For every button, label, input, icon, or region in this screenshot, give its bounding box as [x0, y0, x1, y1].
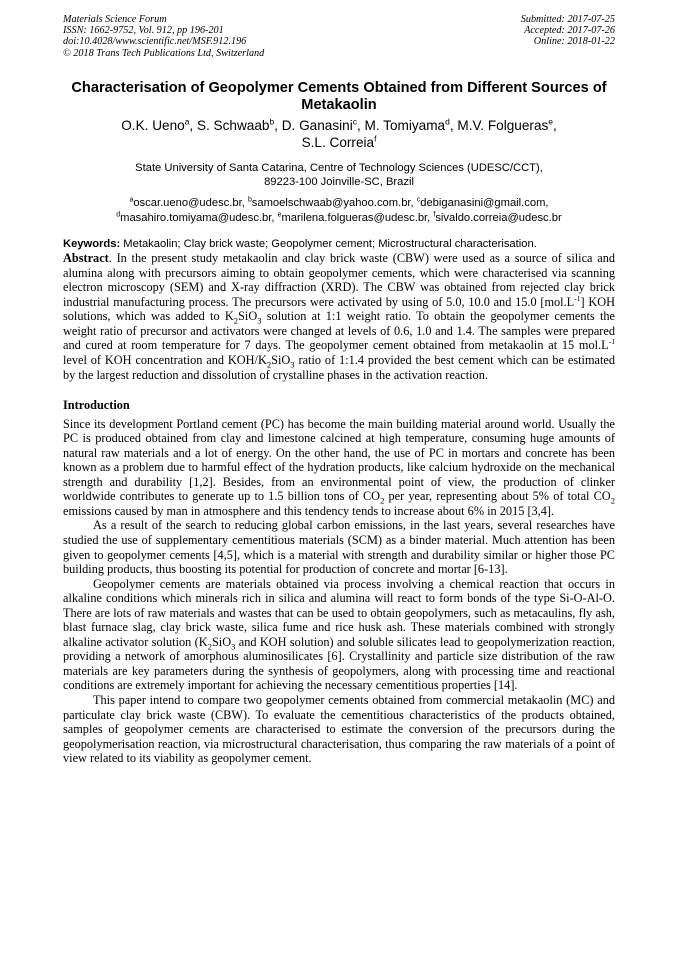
email-c[interactable]: debiganasini@gmail.com	[420, 197, 546, 209]
paper-title: Characterisation of Geopolymer Cements Obtained from Different Sources of Metakaolin	[71, 79, 607, 113]
author-6: S.L. Correia$^f$	[301, 133, 377, 150]
introduction-heading: Introduction	[63, 398, 130, 413]
journal-name: Materials Science Forum	[63, 14, 167, 25]
author-1: O.K. Ueno$^a$,	[121, 116, 197, 133]
affiliation-line-2: 89223-100 Joinville-SC, Brazil	[264, 176, 414, 189]
abstract-label: Abstract	[63, 251, 109, 266]
journal-issn: ISSN: 1662-9752, Vol. 912, pp 196-201	[63, 25, 224, 37]
email-d[interactable]: masahiro.tomiyama@udesc.br	[120, 211, 272, 224]
author-3: D. Ganasini$^c$,	[281, 116, 365, 133]
intro-paragraph-3: Geopolymer cements are materials obtained via process involving a chemical reaction that occurs in alkaline conditions which minerals rich in silica and alumina will react to form bonds of the type Si-O-Al-O. There are lots of raw materials and wastes that can be used to obtain geopolymers, such as metacaulins, fly ash, blast furnace slag, clay brick waste, silica fume and rice husk ash. These materials combined with strongly alkaline activator solution ($K_2SiO_3$ and KOH solution) and soluble silicates lead to geopolymerization reaction, providing a network of amorphous aluminosilicates [6]. Crystallinity and particle size distribution of the raw materials are key parameters during the synthesis of geopolymers, along with processing time and reactional conditions are extremely important for achieving the necessary cementitious properties [14].	[63, 576, 615, 693]
keywords-text: Metakaolin; Clay brick waste; Geopolymer cement; Microstructural characterisation.	[120, 238, 537, 251]
keywords	[63, 237, 615, 251]
submitted-date: Submitted: 2017-07-25	[520, 14, 615, 25]
intro-paragraph-4: This paper intend to compare two geopolymer cements obtained from commercial metakaolin (MC) and particulate clay brick waste (CBW). To evaluate the cementitious characteristics of the products obtained, samples of geopolymer cements are characterised to estimate the conversion of the precursors during the geopolymerisation reaction, via microstructural characterisation, thus comparing the raw materials of a point of view related to its viability as geopolymer cement.	[63, 693, 615, 766]
email-line-1: $^a$oscar.ueno@udesc.br, $^b$samoelschwaab@yahoo.com.br, $^c$debiganasini@gmail.com,	[129, 196, 549, 209]
email-f[interactable]: sivaldo.correia@udesc.br	[435, 211, 562, 224]
intro-paragraph-2: As a result of the search to reducing global carbon emissions, in the last years, several researches have studied the use of supplementary cementitious materials (SCM) as a binder material. Much attention has been given to geopolymer cements [4,5], which is a material with strength and durability similar or higher those PC building products, thus boosting its potential for production of concrete and mortar [6-13].	[63, 518, 615, 577]
abstract: Abstract. In the present study metakaolin and clay brick waste (CBW) were used as a source of silica and alumina along with precursors aiming to obtain geopolymer cements, which were characterised via scanning electron microscopy (SEM) and X-ray diffraction (XRD). The CBW was obtained from rejected clay brick industrial manufacturing process. The precursors were activated by using of 5.0, 10.0 and 15.0 $[mol.L^{-1}]$ KOH solutions, which was added to $K_2SiO_3$ solution at 1:1 weight ratio. To obtain the geopolymer cements the weight ratio of precursor and activators were changed at levels of 0.6, 1.0 and 1.4. The samples were prepared and cured at room temperature for 7 days. The geopolymer cement obtained from metakaolin at 15 $mol.L^{-1}$ level of KOH concentration and KOH/$K_2SiO_3$ ratio of 1:1.4 provided the best cement which can be estimated by the largest reduction and dissolution of crystalline phases in the activation reaction.	[63, 251, 616, 382]
online-date: Online: 2018-01-22	[533, 36, 615, 48]
email-line-2: $^d$masahiro.tomiyama@udesc.br, $^e$marilena.folgueras@udesc.br, $^f$sivaldo.correia@udesc.br	[116, 210, 562, 224]
journal-doi[interactable]: doi:10.4028/www.scientific.net/MSF.912.196	[63, 36, 247, 48]
journal-copyright: © 2018 Trans Tech Publications Ltd, Switzerland	[63, 47, 265, 59]
submission-dates	[521, 14, 615, 59]
email-a[interactable]: oscar.ueno@udesc.br	[133, 197, 242, 209]
author-4: M. Tomiyama$^d$,	[364, 116, 458, 133]
author-5: M.V. Folgueras$^e$,	[457, 116, 557, 133]
accepted-date: Accepted: 2017-07-26	[524, 25, 615, 37]
email-b[interactable]: samoelschwaab@yahoo.com.br	[251, 197, 411, 209]
keywords-label: Keywords:	[63, 238, 121, 251]
intro-paragraph-1: Since its development Portland cement (PC) has become the main building material around world. Usually the PC is produced obtained from clay and limestone calcined at high temperature, consuming huge amounts of natural raw materials and a lot of energy. On the other hand, the use of PC in mortars and concrete has been known as a problem due to harmful effect of the hydration products, like calcium hydroxide on the mechanical strength and durability [1,2]. Besides, from an environmental point of view, the production of clinker worldwide contributes to generate up to 1.5 billion tons of $CO_2$ per year, representing about 5% of total $CO_2$ emissions caused by man in atmosphere and this tendency tends to increase about 6% in 2015 [3,4].	[63, 416, 615, 518]
journal-header	[63, 14, 615, 59]
author-emails	[63, 196, 615, 225]
affiliation-line-1: State University of Santa Catarina, Centre of Technology Sciences (UDESC/CCT),	[135, 161, 543, 174]
journal-info	[63, 14, 264, 59]
author-list	[63, 117, 615, 151]
email-e[interactable]: marilena.folgueras@udesc.br	[281, 211, 428, 224]
author-2: S. Schwaab$^b$,	[196, 116, 282, 133]
affiliation	[63, 161, 615, 190]
